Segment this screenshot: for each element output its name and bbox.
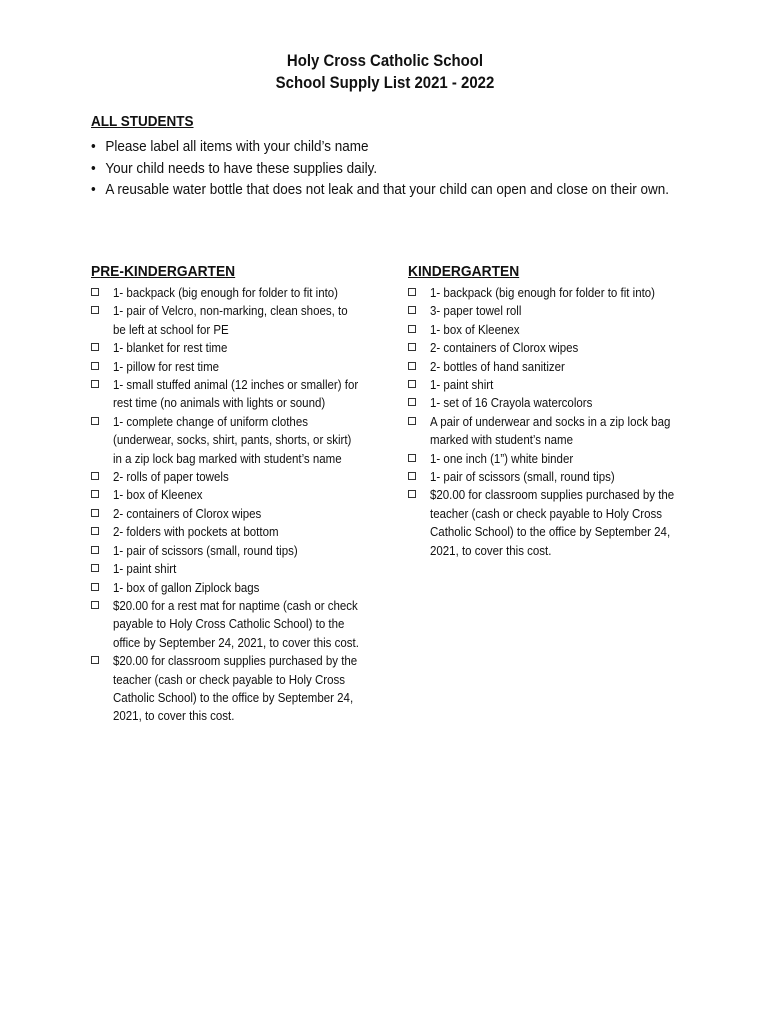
item-text: 2- containers of Clorox wipes [430, 341, 579, 356]
checkbox-icon [408, 362, 416, 370]
checkbox-icon [91, 564, 99, 572]
checkbox-icon [408, 398, 416, 406]
kindergarten-list [408, 284, 698, 560]
checkbox-icon [408, 454, 416, 462]
checkbox-icon [91, 527, 99, 535]
checkbox-icon [91, 380, 99, 388]
checkbox-icon [408, 306, 416, 314]
item-text: 1- backpack (big enough for folder to fit into) [113, 286, 339, 300]
item-text: $20.00 for a rest mat for naptime (cash or check payable to Holy Cross Catholic School) to the office by September 24, 2021, to cover this cost. [113, 598, 359, 650]
item-text: 1- paint shirt [113, 562, 177, 577]
item-text: 1- box of Kleenex [113, 488, 203, 503]
list-item [91, 376, 381, 413]
checkbox-icon [408, 325, 416, 333]
list-item [408, 394, 698, 412]
list-item [91, 597, 381, 652]
item-text: 1- pair of scissors (small, round tips) [430, 470, 615, 485]
all-students-list [91, 136, 691, 201]
item-text: 1- one inch (1”) white binder [430, 451, 574, 466]
list-item [91, 523, 381, 541]
list-item [408, 486, 698, 560]
list-item [91, 579, 381, 597]
list-item [408, 468, 698, 486]
item-text: 1- complete change of uniform clothes (underwear, socks, shirt, pants, shorts, or skirt) in a zip lock bag marked with student’s name [113, 414, 352, 466]
item-text: $20.00 for classroom supplies purchased by the teacher (cash or check payable to Holy Cross Catholic School) to the office by September 24, 2021, to cover this cost. [113, 654, 358, 724]
checkbox-icon [91, 362, 99, 370]
list-item [408, 284, 698, 302]
item-text: 3- paper towel roll [430, 304, 522, 319]
bullet-icon: • [91, 159, 96, 177]
list-item [91, 358, 381, 376]
pre-kindergarten-list [91, 284, 381, 726]
checkbox-icon [408, 343, 416, 351]
item-text: 1- backpack (big enough for folder to fit into) [430, 286, 656, 300]
list-item [408, 376, 698, 394]
item-text: 2- bottles of hand sanitizer [430, 359, 565, 374]
checkbox-icon [408, 417, 416, 425]
item-text: 1- pillow for rest time [113, 359, 220, 374]
checkbox-icon [91, 306, 99, 314]
bullet-text: Please label all items with your child’s name [105, 138, 369, 155]
list-item [91, 339, 381, 357]
all-students-heading: ALL STUDENTS [91, 113, 194, 130]
list-item [91, 652, 381, 726]
checkbox-icon [408, 490, 416, 498]
list-item [91, 542, 381, 560]
list-item [408, 358, 698, 376]
item-text: 1- small stuffed animal (12 inches or smaller) for rest time (no animals with lights or sound) [113, 378, 359, 411]
pre-kindergarten-heading: PRE-KINDERGARTEN [91, 263, 236, 280]
item-text: 1- box of gallon Ziplock bags [113, 580, 260, 595]
item-text: 1- blanket for rest time [113, 341, 228, 356]
list-item [91, 158, 699, 180]
list-item [408, 321, 698, 339]
item-text: 1- set of 16 Crayola watercolors [430, 396, 593, 411]
item-text: 1- pair of scissors (small, round tips) [113, 543, 298, 558]
checkbox-icon [91, 288, 99, 296]
checkbox-icon [91, 583, 99, 591]
list-title: School Supply List 2021 - 2022 [275, 73, 495, 92]
checkbox-icon [408, 472, 416, 480]
list-item [91, 486, 381, 504]
list-item [91, 505, 381, 523]
list-item [91, 302, 381, 339]
list-item [408, 339, 698, 357]
bullet-text: Your child needs to have these supplies daily. [105, 159, 378, 177]
item-text: 2- rolls of paper towels [113, 470, 229, 485]
pre-kindergarten-column [91, 262, 381, 726]
list-item [91, 560, 381, 578]
checkbox-icon [91, 509, 99, 517]
list-item [91, 136, 699, 158]
checkbox-icon [408, 288, 416, 296]
checkbox-icon [91, 601, 99, 609]
list-item [91, 284, 381, 302]
list-item [91, 468, 381, 486]
list-item [408, 302, 698, 320]
item-text: 1- box of Kleenex [430, 322, 520, 337]
checkbox-icon [91, 343, 99, 351]
checkbox-icon [91, 490, 99, 498]
checkbox-icon [91, 656, 99, 664]
list-item [91, 179, 699, 201]
item-text: $20.00 for classroom supplies purchased by the teacher (cash or check payable to Holy Cross Catholic School) to the office by September 24, 2021, to cover this cost. [430, 488, 675, 558]
bullet-text: A reusable water bottle that does not leak and that your child can open and close on their own. [105, 181, 670, 198]
school-name: Holy Cross Catholic School [286, 51, 484, 70]
list-item [408, 413, 698, 450]
kindergarten-column [408, 262, 698, 560]
bullet-icon: • [91, 138, 96, 155]
list-item [91, 413, 381, 468]
item-text: 2- folders with pockets at bottom [113, 525, 279, 540]
item-text: 2- containers of Clorox wipes [113, 506, 262, 521]
item-text: 1- pair of Velcro, non-marking, clean shoes, to be left at school for PE [113, 304, 348, 337]
kindergarten-heading: KINDERGARTEN [408, 263, 520, 280]
checkbox-icon [91, 472, 99, 480]
item-text: A pair of underwear and socks in a zip lock bag marked with student’s name [430, 414, 671, 448]
checkbox-icon [408, 380, 416, 388]
list-item [408, 450, 698, 468]
checkbox-icon [91, 546, 99, 554]
item-text: 1- paint shirt [430, 378, 494, 393]
checkbox-icon [91, 417, 99, 425]
bullet-icon: • [91, 181, 96, 198]
